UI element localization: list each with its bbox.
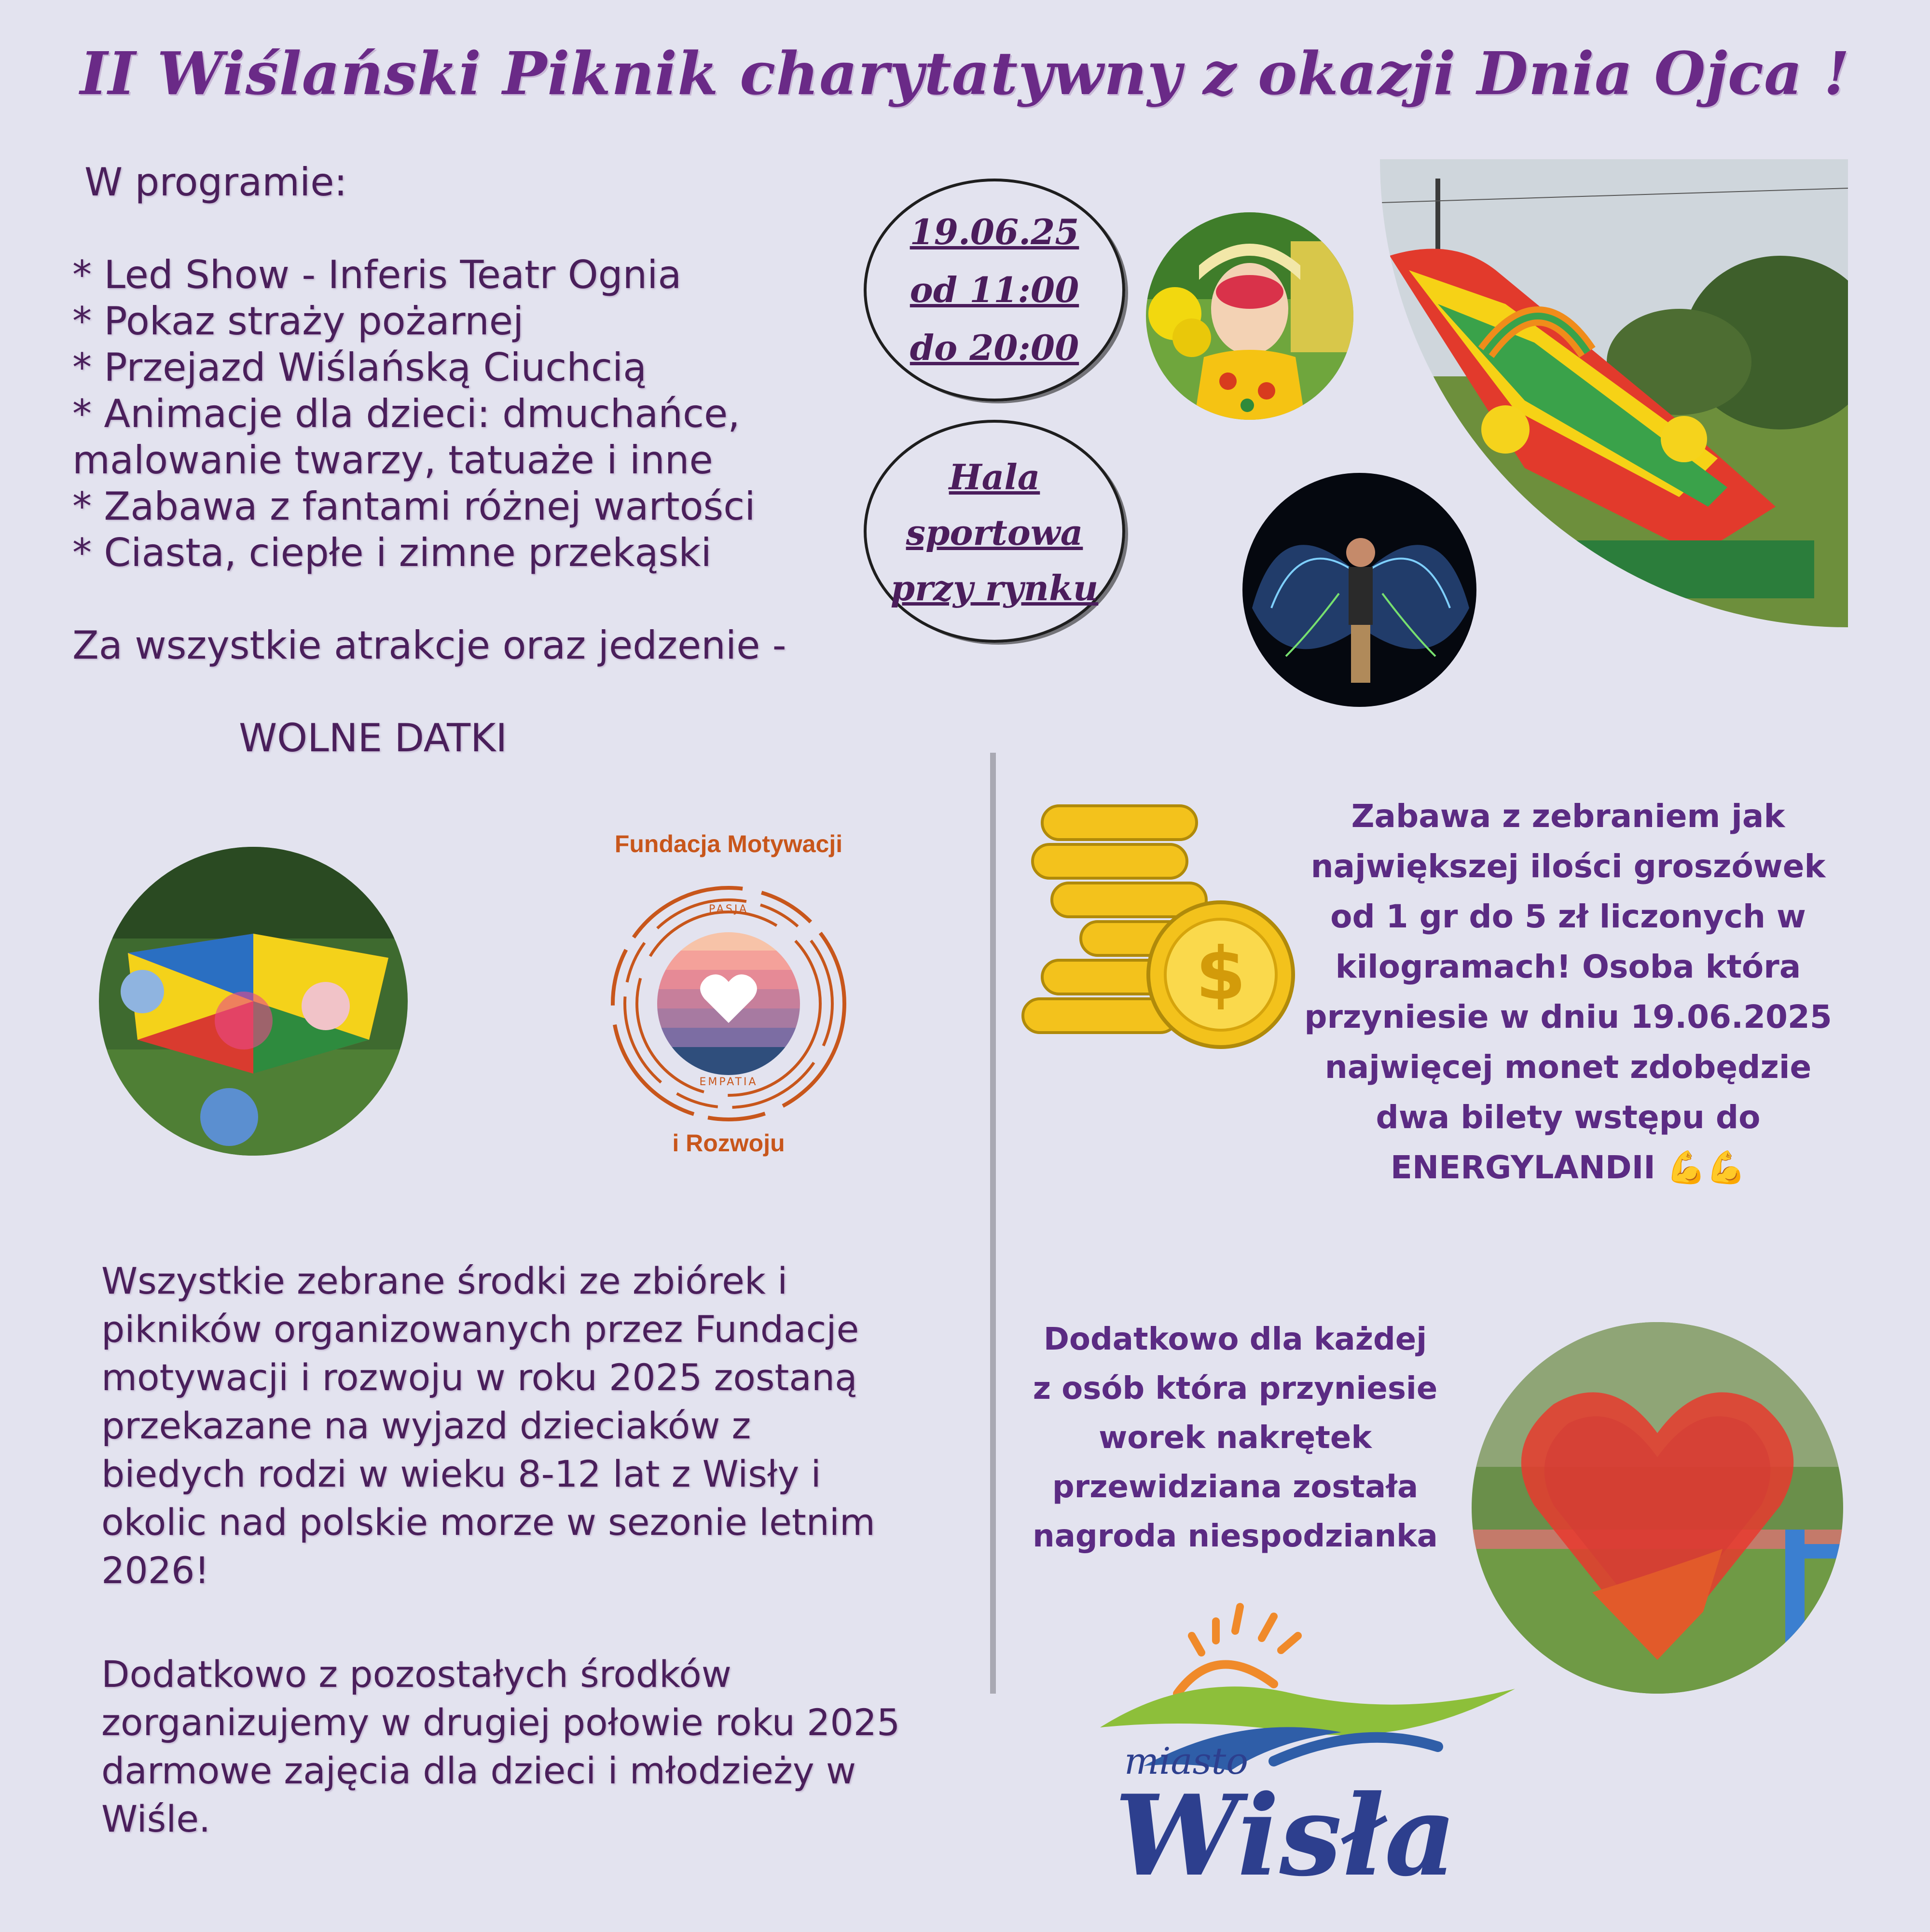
program-section <box>72 159 786 761</box>
bottle-caps-line: nagroda niespodzianka <box>1033 1518 1438 1554</box>
coins-icon <box>1013 796 1303 1057</box>
event-place-line: sportowa <box>906 512 1083 553</box>
program-item: malowanie twarzy, tatuaże i inne <box>72 438 713 483</box>
vertical-divider <box>990 753 996 1694</box>
foundation-emblem <box>603 878 854 1129</box>
foundation-name-top: Fundacja Motywacji <box>614 830 843 857</box>
coin-contest-line: Zabawa z zebraniem jak <box>1351 798 1785 835</box>
foundation-logo <box>569 830 888 1168</box>
free-donations-text: WOLNE DATKI <box>239 716 508 760</box>
collection-info <box>101 1257 875 1595</box>
additional-line: zorganizujemy w drugiej połowie roku 2025 <box>101 1701 900 1744</box>
city-logo <box>1071 1602 1530 1930</box>
collection-line: przekazane na wyjazd dzieciaków z <box>101 1404 751 1447</box>
collection-line: 2026! <box>101 1549 209 1592</box>
collection-line: okolic nad polskie morze w sezonie letnim <box>101 1501 875 1544</box>
face-paint-photo <box>1146 212 1353 420</box>
foundation-arc-top: PASJA <box>708 903 749 915</box>
foundation-arc-bottom: EMPATIA <box>699 1076 758 1088</box>
coin-contest-line: dwa bilety wstępu do <box>1376 1099 1761 1136</box>
additional-info <box>101 1650 900 1843</box>
parachute-game-photo <box>99 847 408 1156</box>
additional-line: Wiśle. <box>101 1797 211 1840</box>
additional-line: Dodatkowo z pozostałych środków <box>101 1653 731 1696</box>
page-title: II Wiślański Piknik charytatywny z okazji Dnia Ojca ! <box>80 39 1850 108</box>
program-item: * Pokaz straży pożarnej <box>72 299 524 344</box>
coin-contest-text <box>1274 791 1862 1193</box>
event-time-to: do 20:00 <box>910 327 1079 368</box>
collection-line: motywacji i rozwoju w roku 2025 zostaną <box>101 1356 857 1399</box>
foundation-name-bottom: i Rozwoju <box>672 1130 785 1157</box>
event-place-line: Hala <box>949 456 1040 497</box>
coin-contest-line: ENERGYLANDII 💪💪 <box>1390 1149 1746 1186</box>
collection-line: Wszystkie zebrane środki ze zbiórek i <box>101 1259 788 1302</box>
svg-text:$: $ <box>1195 932 1246 1016</box>
place-circle <box>864 420 1125 643</box>
program-item: * Led Show - Inferis Teatr Ognia <box>72 252 682 297</box>
date-circle <box>864 179 1125 401</box>
bottle-caps-text <box>1013 1315 1457 1561</box>
collection-line: pikników organizowanych przez Fundacje <box>101 1308 859 1351</box>
event-date: 19.06.25 <box>910 211 1079 252</box>
program-item: * Ciasta, ciepłe i zimne przekąski <box>72 530 712 575</box>
bottle-caps-line: z osób która przyniesie <box>1033 1371 1438 1407</box>
led-show-photo <box>1242 473 1476 707</box>
city-logo-small-text: miasto <box>1124 1739 1248 1782</box>
coin-contest-line: kilogramach! Osoba która <box>1335 948 1801 985</box>
additional-line: darmowe zajęcia dla dzieci i młodzieży w <box>101 1749 856 1792</box>
bottle-caps-line: Dodatkowo dla każdej <box>1043 1322 1427 1357</box>
city-logo-big-text: Wisła <box>1115 1771 1457 1901</box>
event-place-line: przy rynku <box>890 567 1099 608</box>
coin-contest-line: największej ilości groszówek <box>1310 848 1826 885</box>
bottle-caps-line: przewidziana została <box>1052 1469 1419 1505</box>
coin-contest-line: od 1 gr do 5 zł liczonych w <box>1330 898 1806 935</box>
coin-contest-line: przyniesie w dniu 19.06.2025 <box>1304 998 1832 1035</box>
program-item: * Zabawa z fantami różnej wartości <box>72 484 756 529</box>
program-footer-line: Za wszystkie atrakcje oraz jedzenie - <box>72 623 786 668</box>
event-time-from: od 11:00 <box>910 269 1079 310</box>
program-item: * Przejazd Wiślańską Ciuchcią <box>72 345 647 390</box>
collection-line: biedych rodzi w wieku 8-12 lat z Wisły i <box>101 1452 821 1495</box>
program-heading: W programie: <box>84 160 347 205</box>
bottle-caps-line: worek nakrętek <box>1099 1420 1372 1456</box>
program-item: * Animacje dla dzieci: dmuchańce, <box>72 391 740 436</box>
coin-contest-line: najwięcej monet zdobędzie <box>1324 1049 1812 1086</box>
